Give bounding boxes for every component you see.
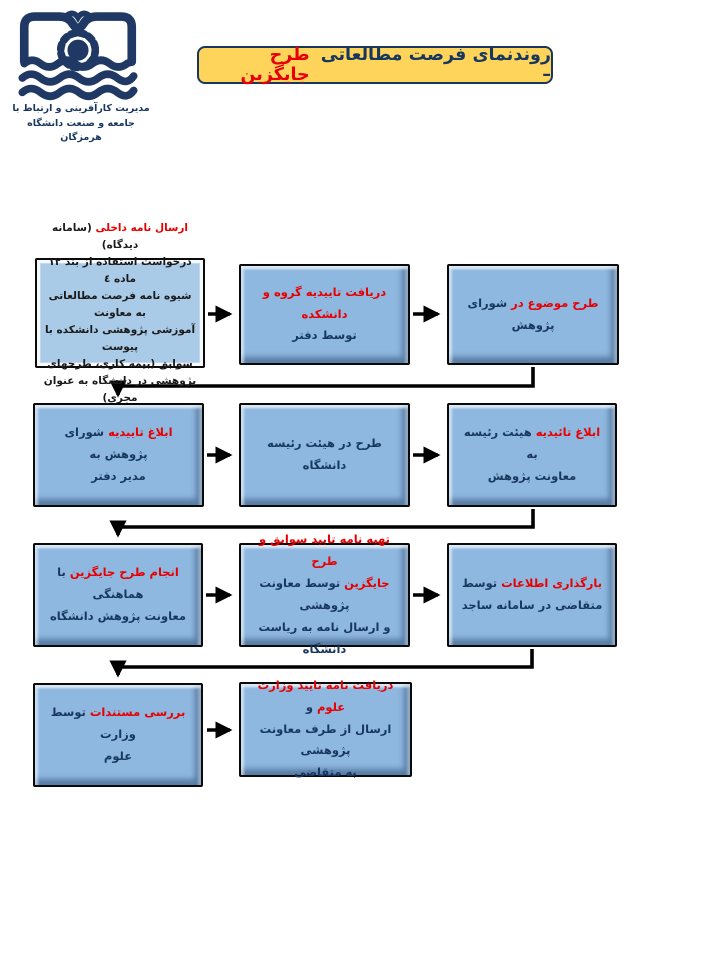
box-text-line: توسط دفتر: [292, 328, 357, 343]
university-logo: [6, 4, 156, 146]
page-title: روندنمای فرصت مطالعاتی –: [320, 45, 551, 85]
flow-box-receive-group-faculty-approval: [239, 264, 410, 365]
logo-caption-line1: مدیریت کارآفرینی و ارتباط با: [12, 103, 150, 114]
box-text-line: آموزشی پژوهشی دانشکده با پیوست: [44, 323, 196, 353]
box-text-line: ابلاغ تائیدیه هیئت رئیسه به: [463, 425, 601, 462]
university-emblem-icon: [14, 6, 142, 102]
flow-box-execute-replacement-plan: [33, 543, 203, 647]
box-text-line: طرح در هیئت رئیسه دانشگاه: [267, 436, 382, 472]
flow-box-raise-topic-research-council: [447, 264, 619, 365]
box-text-line: پژوهشی در دانشگاه به عنوان مجری): [43, 374, 197, 404]
box-text-line: انجام طرح جایگزین با هماهنگی: [57, 565, 179, 602]
box-text-line: بررسی مستندات توسط وزارت: [50, 705, 186, 742]
box-text-line: به متقاضی: [294, 765, 357, 780]
logo-caption-line2: جامعه و صنعت دانشگاه هرمزگان: [27, 117, 135, 144]
box-text-line: شیوه نامه فرصت مطالعاتی به معاونت: [48, 289, 192, 319]
flow-box-notify-board-approval: [447, 403, 617, 507]
box-text-line: ارسال از طرف معاونت پژوهشی: [259, 721, 392, 758]
box-text-line: و ارسال نامه به ریاست دانشگاه: [258, 619, 391, 656]
box-text-line: بارگذاری اطلاعات توسط: [461, 576, 603, 591]
box-text-line: جایگزین توسط معاونت پژوهشی: [259, 576, 390, 612]
flow-box-raise-in-university-board: [239, 403, 410, 507]
box-text-line: مدیر دفتر: [91, 468, 146, 483]
flow-box-send-internal-letter: [35, 221, 205, 404]
box-text-line: علوم: [103, 748, 133, 763]
box-text-line: درخواست استفاده از بند ۱۲ ماده ٤: [48, 255, 192, 285]
box-text-line: دریافت نامه تایید وزارت علوم و: [257, 677, 394, 714]
flow-box-review-documents-ministry: [33, 683, 203, 787]
box-text-line: سوابق (بیمه کاری، طرحهای: [47, 357, 193, 370]
flow-box-receive-ministry-approval: [239, 677, 412, 780]
title-banner: [197, 46, 553, 84]
box-text-line: تهیه نامه تایید سوابق و طرح: [259, 532, 390, 569]
flow-box-notify-council-approval: [33, 403, 204, 507]
box-text-line: معاونت پژوهش دانشگاه: [49, 608, 187, 623]
logo-caption: [6, 102, 156, 146]
box-text-line: متقاضی در سامانه ساجد: [461, 598, 603, 612]
flow-box-upload-info-sajed-system: [447, 543, 617, 647]
box-text-line: طرح موضوع در شورای پژوهش: [467, 295, 599, 332]
box-text-line: دریافت تاییدیه گروه و دانشکده: [262, 284, 387, 321]
page-title-highlight: طرح جایگزین: [240, 45, 310, 85]
box-text-line: ارسال نامه داخلی (سامانه دیدگاه): [51, 221, 189, 251]
flow-box-prepare-confirmation-letter: [239, 532, 410, 656]
box-text-line: ابلاغ تاییدیه شورای پژوهش به: [64, 425, 173, 462]
box-text-line: معاونت پژوهش: [487, 468, 577, 483]
